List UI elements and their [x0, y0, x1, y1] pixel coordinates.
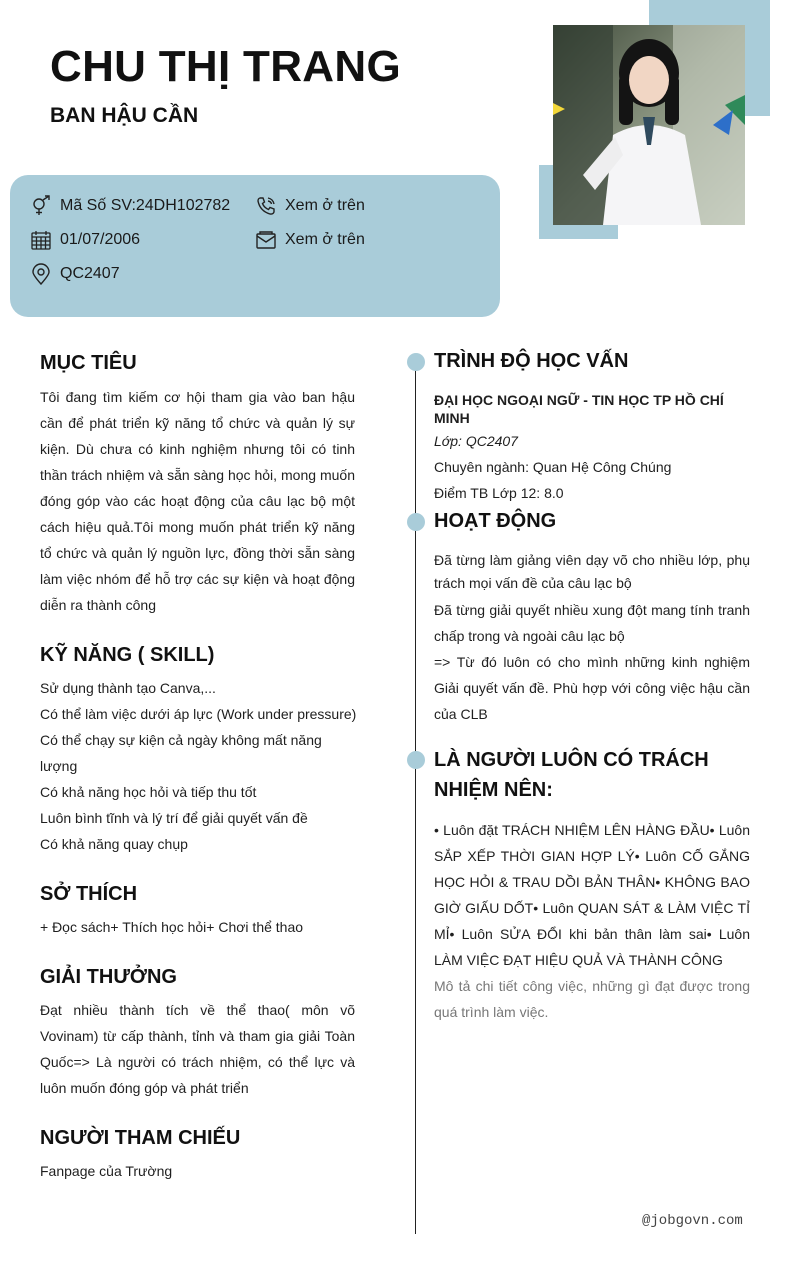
activity-item: Đã từng giải quyết nhiều xung đột mang tính tranh chấp trong và ngoài câu lạc bộ [434, 602, 750, 644]
candidate-role: BAN HẬU CẦN [50, 104, 199, 127]
timeline-dot-responsibility [407, 751, 425, 769]
contact-info-box [10, 175, 500, 317]
skill-item: Có khả năng quay chụp [40, 836, 188, 852]
objective-title: MỤC TIÊU [40, 352, 137, 374]
birthdate-row [30, 229, 140, 251]
education-block [434, 391, 754, 506]
references-line: Fanpage của Trường [40, 1163, 173, 1179]
hobbies-line: + Đọc sách+ Thích học hỏi+ Chơi thể thao [40, 919, 304, 935]
class-text: Lớp: QC2407 [434, 433, 518, 449]
email-icon [255, 229, 277, 251]
activity-item: Đã từng làm giảng viên dạy võ cho nhiều lớp, phụ trách mọi vấn đề của câu lạc bộ [434, 552, 750, 591]
skills-list [40, 675, 355, 857]
timeline-divider [415, 362, 416, 1234]
timeline-dot-activities [407, 513, 425, 531]
major-text: Chuyên ngành: Quan Hệ Công Chúng [434, 459, 672, 475]
responsibility-title: LÀ NGƯỜI LUÔN CÓ TRÁCH NHIỆM NÊN: [434, 749, 709, 801]
timeline-dot-education [407, 353, 425, 371]
objective-text: Tôi đang tìm kiếm cơ hội tham gia vào ban hậu cần để phát triển kỹ năng tổ chức và quản lý sự kiện. Dù chưa có kinh nghiệm nhưng tôi có tinh thần trách nhiệm và sẵn sàng học hỏi, mong muốn đóng góp vào các hoạt động của câu lạc bộ một cách hiệu quả.Tôi mong muốn phát triển kỹ năng tổ chức và quản lý nguồn lực, đồng thời sẵn sàng làm việc nhóm để hỗ trợ các sự kiện và hoạt động diễn ra thành công [40, 389, 355, 613]
email-text: Xem ở trên [285, 231, 365, 248]
student-id-row [30, 195, 230, 217]
calendar-icon [30, 229, 52, 251]
hobbies-title: SỞ THÍCH [40, 883, 138, 905]
skill-item: Có thể chạy sự kiện cả ngày không mất năng lượng [40, 732, 322, 774]
gpa-text: Điểm TB Lớp 12: 8.0 [434, 485, 564, 501]
skills-title: KỸ NĂNG ( SKILL) [40, 644, 215, 666]
address-text: QC2407 [60, 265, 120, 282]
skill-item: Sử dụng thành tạo Canva,... [40, 680, 216, 696]
responsibility-placeholder: Mô tả chi tiết công việc, những gì đạt được trong quá trình làm việc. [434, 978, 750, 1020]
references-title: NGƯỜI THAM CHIẾU [40, 1127, 241, 1149]
gender-icon [30, 195, 52, 217]
birthdate-text: 01/07/2006 [60, 231, 141, 248]
skill-item: Có thể làm việc dưới áp lực (Work under pressure) [40, 706, 357, 722]
activity-item: => Từ đó luôn có cho mình những kinh nghiệm Giải quyết vấn đề. Phù hợp với công việc hậu cần của CLB [434, 654, 750, 722]
address-row [30, 263, 120, 285]
skill-item: Luôn bình tĩnh và lý trí để giải quyết vấn đề [40, 810, 308, 826]
phone-text: Xem ở trên [285, 197, 365, 214]
hobbies-text [40, 914, 355, 940]
email-row [255, 229, 365, 251]
references-text [40, 1158, 355, 1184]
awards-text: Đạt nhiều thành tích về thể thao( môn võ Vovinam) từ cấp thành, tỉnh và tham gia giải Toàn Quốc=> Là người có trách nhiệm, có thể lực và luôn muốn đóng góp và phát triển [40, 1002, 355, 1096]
awards-title: GIẢI THƯỞNG [40, 966, 177, 988]
phone-icon [255, 195, 277, 217]
responsibility-text: • Luôn đặt TRÁCH NHIỆM LÊN HÀNG ĐẦU• Luôn SẮP XẾP THỜI GIAN HỢP LÝ• Luôn CỐ GẮNG HỌC HỎI & TRAU DỒI BẢN THÂN• KHÔNG BAO GIỜ GIẤU DỐT• Luôn QUAN SÁT & LÀM VIỆC TỈ MỈ• Luôn SỬA ĐỔI khi bản thân làm sai• Luôn LÀM VIỆC ĐẠT HIỆU QUẢ VÀ THÀNH CÔNG [434, 822, 750, 968]
phone-row [255, 195, 365, 217]
profile-photo [553, 25, 745, 225]
activities-block [434, 549, 750, 727]
location-pin-icon [30, 263, 52, 285]
education-title: TRÌNH ĐỘ HỌC VẤN [434, 350, 629, 372]
skill-item: Có khả năng học hỏi và tiếp thu tốt [40, 784, 257, 800]
candidate-name: CHU THỊ TRANG [50, 42, 401, 91]
activities-title: HOẠT ĐỘNG [434, 510, 557, 532]
watermark: @jobgovn.com [642, 1213, 743, 1229]
student-id-text: Mã Số SV:24DH102782 [60, 197, 231, 214]
school-name: ĐẠI HỌC NGOẠI NGỮ - TIN HỌC TP HỒ CHÍ MINH [434, 392, 724, 426]
